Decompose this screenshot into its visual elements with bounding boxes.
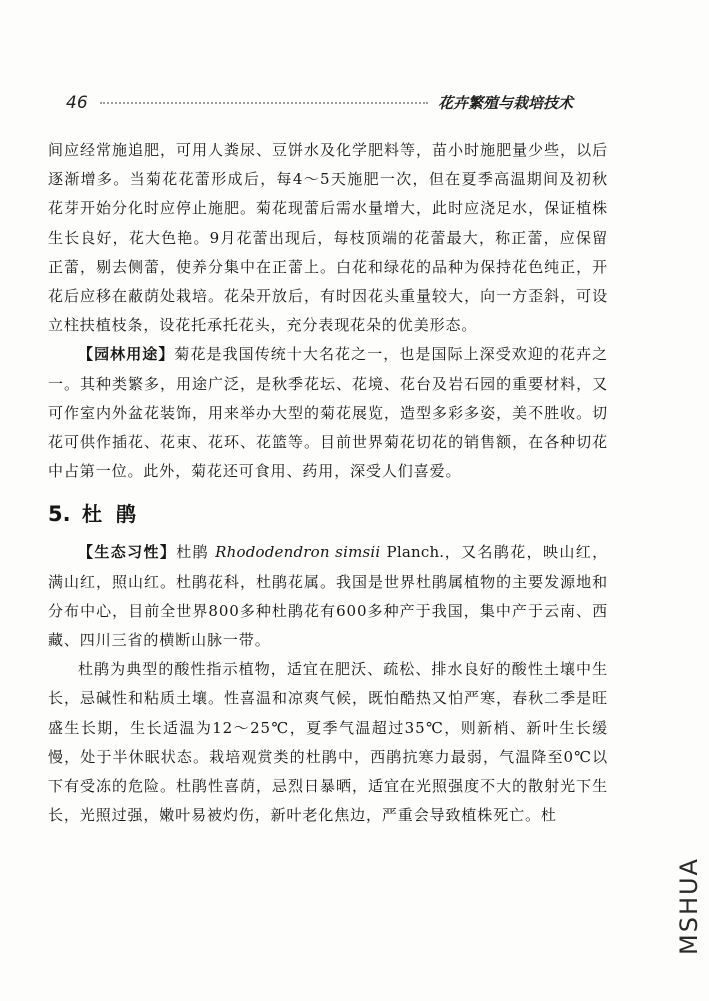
section-heading — [48, 497, 608, 531]
header-dotted-rule — [100, 102, 428, 104]
latin-author: Planch. — [386, 543, 445, 562]
section-title: 杜鹃 — [82, 502, 150, 527]
section-number: 5. — [48, 502, 71, 527]
landscape-use-text: 菊花是我国传统十大名花之一，也是国际上深受欢迎的花卉之一。其种类繁多，用途广泛，是秋季花坛、花境、花台及岩石园的重要材料，又可作室内外盆花装饰，用来举办大型的菊花展览，造型多彩多姿，美不胜收。切花可供作插花、花束、花环、花篮等。目前世界菊花切花的销售额，在各种切花中占第一位。此外，菊花还可食用、药用，深受人们喜爱。 — [48, 345, 608, 481]
paragraph-habits: 杜鹃为典型的酸性指示植物，适宜在肥沃、疏松、排水良好的酸性土壤中生长，忌碱性和粘质土壤。性喜温和凉爽气候，既怕酷热又怕严寒，春秋二季是旺盛生长期，生长适温为12～25℃，夏季气温超过35℃，则新梢、新叶生长缓慢，处于半休眠状态。栽培观赏类的杜鹃中，西鹃抗寒力最弱，气温降至0℃以下有受冻的危险。杜鹃性喜荫，忌烈日暴晒，适宜在光照强度不大的散射光下生长，光照过强，嫩叶易被灼伤，新叶老化焦边，严重会导致植株死亡。杜 — [48, 660, 608, 825]
paragraph-fertilizing: 间应经常施追肥，可用人粪尿、豆饼水及化学肥料等，苗小时施肥量少些，以后逐渐增多。当菊花花蕾形成后，每4～5天施肥一次，但在夏季高温期间及初秋花芽开始分化时应停止施肥。菊花现蕾后需水量增大，此时应浇足水，保证植株生长良好，花大色艳。9月花蕾出现后，每枝顶端的花蕾最大，称正蕾，应保留正蕾，剔去侧蕾，使养分集中在正蕾上。白花和绿花的品种为保持花色纯正，开花后应移在蔽荫处栽培。花朵开放后，有时因花头重量较大，向一方歪斜，可设立柱扶植枝条，设花托承托花头，充分表现花朵的优美形态。 — [48, 141, 608, 335]
ecology-text-rest: ，又名鹃花，映山红，满山红，照山红。杜鹃花科，杜鹃花属。我国是世界杜鹃属植物的主要发源地和分布中心，目前全世界800多种杜鹃花有600多种产于我国，集中产于云南、西藏、四川三省的横断山脉一带。 — [48, 543, 608, 650]
watermark-text: MSHUA — [675, 857, 703, 955]
ecology-tag: 【生态习性】 — [78, 543, 177, 562]
book-title: 花卉繁殖与栽培技术 — [438, 94, 574, 112]
ecology-text-start: 杜鹃 — [176, 543, 209, 562]
latin-name: Rhododendron simsii — [215, 543, 381, 562]
paragraph-landscape-use — [48, 340, 608, 486]
paragraph-ecology — [48, 538, 608, 655]
running-header — [44, 92, 644, 116]
watermark — [674, 818, 704, 994]
body-text — [48, 136, 608, 830]
page-number: 46 — [66, 93, 88, 113]
landscape-use-tag: 【园林用途】 — [78, 345, 175, 364]
